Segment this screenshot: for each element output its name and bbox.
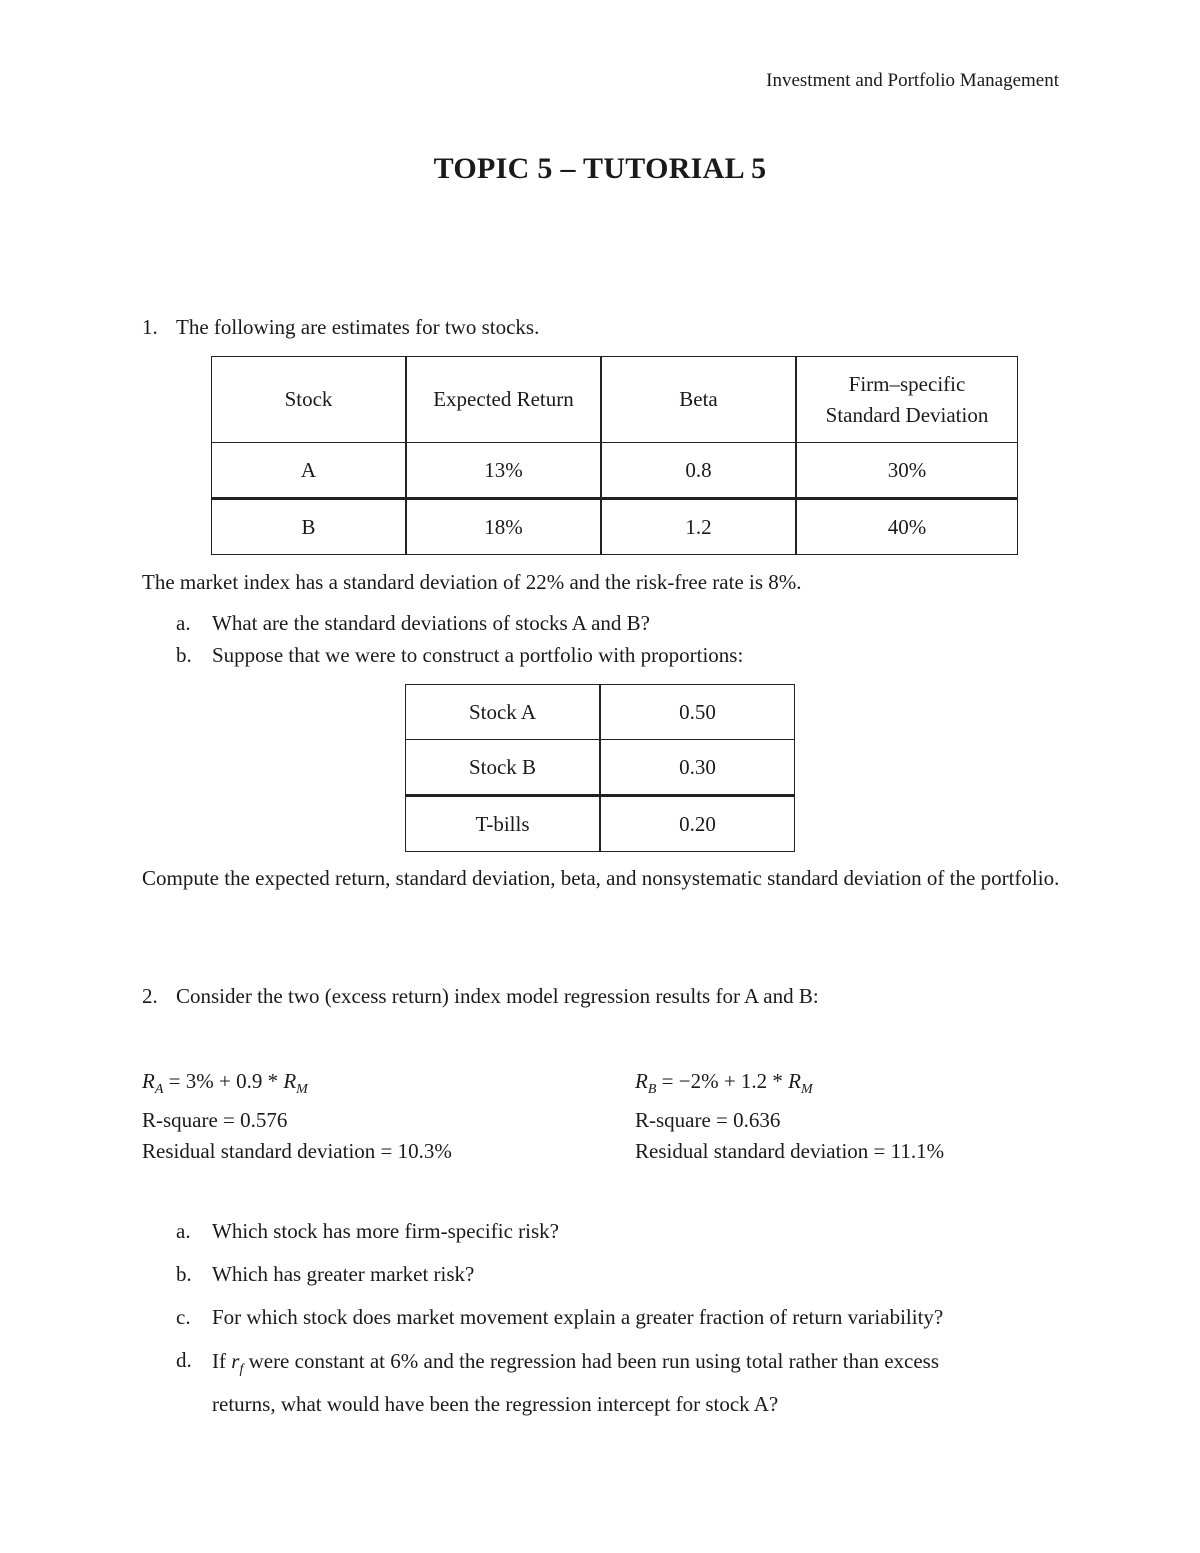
var-sub: f xyxy=(239,1362,244,1378)
portfolio-proportions-table xyxy=(405,684,795,852)
table-cell: 0.50 xyxy=(600,685,795,740)
var-rm: R xyxy=(283,1069,297,1093)
header-cell xyxy=(796,357,1018,443)
sub-text: What are the standard deviations of stocks A and B? xyxy=(212,611,650,635)
table-row xyxy=(406,740,795,796)
sub-text-pre: If xyxy=(212,1349,232,1373)
var-sub: A xyxy=(154,1082,164,1098)
table-cell: 13% xyxy=(406,443,601,499)
var-r: R xyxy=(142,1069,155,1093)
equation-body: = −2% + 1.2 * xyxy=(656,1069,789,1093)
header-cell: Stock xyxy=(212,357,407,443)
regression-equation xyxy=(635,1066,944,1105)
question-text: The following are estimates for two stocks. xyxy=(176,315,540,339)
table-cell: Stock A xyxy=(406,685,601,740)
equation-body: = 3% + 0.9 * xyxy=(163,1069,284,1093)
var-sub: B xyxy=(647,1082,657,1098)
table-cell: 40% xyxy=(796,499,1018,555)
table-cell: 30% xyxy=(796,443,1018,499)
table-header-row xyxy=(212,357,1018,443)
table-cell: 18% xyxy=(406,499,601,555)
r-square: R-square = 0.576 xyxy=(142,1108,288,1133)
var-rf: r xyxy=(231,1349,240,1373)
table-cell: 0.8 xyxy=(601,443,796,499)
question-text: Consider the two (excess return) index model regression results for A and B: xyxy=(176,984,819,1008)
market-note: The market index has a standard deviation of 22% and the risk-free rate is 8%. xyxy=(142,570,802,594)
table-row xyxy=(212,443,1018,499)
compute-instruction: Compute the expected return, standard deviation, beta, and nonsystematic standard deviation of the portfolio. xyxy=(142,866,1060,890)
header-line-1: Firm–specific xyxy=(848,371,966,396)
sub-label: a. xyxy=(176,611,191,635)
header-cell: Expected Return xyxy=(406,357,601,443)
sub-text: For which stock does market movement explain a greater fraction of return variability? xyxy=(212,1305,944,1329)
regression-equation xyxy=(142,1066,452,1105)
table-cell: T-bills xyxy=(406,796,601,852)
sub-text: Suppose that we were to construct a portfolio with proportions: xyxy=(212,643,744,667)
table-row xyxy=(406,685,795,740)
sub-text: Which has greater market risk? xyxy=(212,1262,475,1286)
r-square: R-square = 0.636 xyxy=(635,1108,781,1133)
table-cell: B xyxy=(212,499,407,555)
table-cell: Stock B xyxy=(406,740,601,796)
var-sub: M xyxy=(801,1082,813,1098)
table-cell: A xyxy=(212,443,407,499)
var-sub: M xyxy=(296,1082,308,1098)
sub-label: b. xyxy=(176,643,192,667)
table-row xyxy=(406,796,795,852)
page-header: Investment and Portfolio Management xyxy=(766,70,1059,91)
table-cell: 0.30 xyxy=(600,740,795,796)
sub-label: b. xyxy=(176,1262,192,1286)
regression-b xyxy=(635,1066,944,1167)
sub-text-line2: returns, what would have been the regression intercept for stock A? xyxy=(212,1392,779,1417)
sub-label: d. xyxy=(176,1348,192,1372)
sub-text-post: were constant at 6% and the regression had been run using total rather than excess xyxy=(243,1349,940,1373)
residual-sd: Residual standard deviation = 11.1% xyxy=(635,1139,945,1164)
header-cell: Beta xyxy=(601,357,796,443)
var-rm: R xyxy=(788,1069,801,1093)
stock-estimates-table xyxy=(211,356,1018,555)
table-row xyxy=(212,499,1018,555)
sub-label: a. xyxy=(176,1219,191,1243)
table-cell: 0.20 xyxy=(600,796,795,852)
residual-sd: Residual standard deviation = 10.3% xyxy=(142,1139,452,1164)
sub-label: c. xyxy=(176,1305,191,1329)
sub-text xyxy=(212,1344,1060,1422)
sub-text: Which stock has more firm-specific risk? xyxy=(212,1219,559,1243)
page-title: TOPIC 5 – TUTORIAL 5 xyxy=(433,152,767,185)
regression-a xyxy=(142,1066,452,1167)
table-cell: 1.2 xyxy=(601,499,796,555)
question-number: 2. xyxy=(142,984,158,1008)
header-line-2: Standard Deviation xyxy=(825,402,989,427)
question-number: 1. xyxy=(142,315,158,339)
var-r: R xyxy=(635,1069,648,1093)
